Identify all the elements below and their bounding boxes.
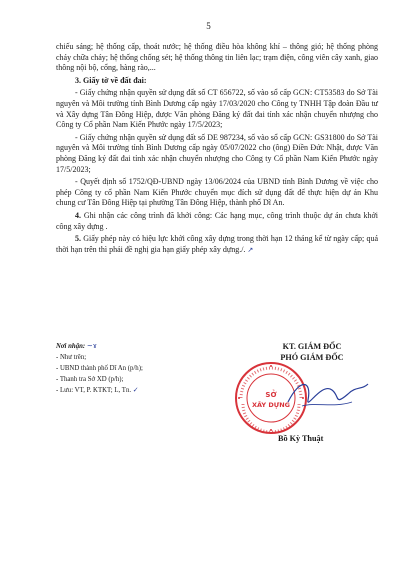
recipients-block	[56, 341, 226, 396]
signer-name: Bồ Kỳ Thuật	[278, 434, 324, 443]
handwritten-mark: ↗	[247, 245, 254, 254]
land-certificate-2: - Giấy chứng nhận quyền sử dụng đất số DE 987234, số vào sổ cấp GCN: GS31800 do Sở Tài nguyên và Môi trường tỉnh Bình Dương cấp ngày 05/07/2022 cho (ông) Điền Đức Nhật, được Văn phòng Đăng ký đất đai tỉnh xác nhận chuyển nhượng cho Công ty Cổ phần Nam Kiến Phước ngày 17/5/2023;	[56, 132, 378, 174]
section-4: 4. Ghi nhận các công trình đã khởi công: Các hạng mục, công trình thuộc dự án chưa khởi công xây dựng .	[56, 210, 379, 231]
section-3-heading: 3. Giấy tờ về đất đai:	[75, 75, 147, 85]
recipient-item: - Như trên;	[56, 354, 87, 361]
handwritten-check: ✓	[132, 386, 139, 394]
handwritten-signature	[282, 372, 372, 416]
handwritten-initial: ~ɤ	[86, 342, 97, 350]
land-decision: - Quyết định số 1752/QĐ-UBND ngày 13/06/2024 của UBND tỉnh Bình Dương về việc cho phép Công ty cổ phần Nam Kiến Phước chuyển mục đích sử dụng đất để thực hiện dự án Khu chung cư Tân Đông Hiệp tại phường Tân Đông Hiệp, thành phố Dĩ An.	[56, 177, 378, 208]
recipient-item: - Thanh tra Sở XD (p/h);	[56, 376, 124, 383]
document-body	[56, 42, 378, 257]
recipient-item: - Lưu: VT, P. KTKT; L, Tn. ✓	[56, 386, 139, 394]
section-5: 5. Giấy phép này có hiệu lực khởi công xây dựng trong thời hạn 12 tháng kể từ ngày cấp; quá thời hạn trên thì phải đề nghị gia hạn giấy phép xây dựng./. ↗	[56, 234, 378, 254]
deputy-title-line2: PHÓ GIÁM ĐỐC	[280, 353, 344, 362]
svg-text:SỞ: SỞ	[265, 391, 277, 399]
svg-text:XÂY DỰNG: XÂY DỰNG	[252, 401, 290, 409]
recipients-title: Nơi nhận: ~ɤ	[56, 342, 97, 350]
paragraph-continuation: chiếu sáng; hệ thống cấp, thoát nước; hệ thống điều hòa không khí – thông gió; hệ thống phòng cháy chữa cháy; hệ thống chống sét; hệ thống thông tin liên lạc; trạm điện, công viên cây xanh, giao thông nội bộ, cổng, hàng rào,...	[56, 42, 378, 73]
page-number: 5	[206, 21, 211, 31]
land-certificate-1: - Giấy chứng nhận quyền sử dụng đất số CT 656722, số vào sổ cấp GCN: CT53583 do Sở Tài nguyên và Môi trường tỉnh Bình Dương cấp ngày 17/03/2020 cho Công ty TNHH Tập đoàn Đầu tư và Xây dựng Tân Đông Hiệp, được Văn phòng Đăng ký đất đai tỉnh xác nhận chuyển nhượng cho Công ty Cổ phần Nam Kiến Phước ngày 17/5/2023;	[56, 88, 378, 130]
recipient-item: - UBND thành phố Dĩ An (p/h);	[56, 365, 143, 372]
deputy-title-line1: KT. GIÁM ĐỐC	[282, 342, 342, 351]
